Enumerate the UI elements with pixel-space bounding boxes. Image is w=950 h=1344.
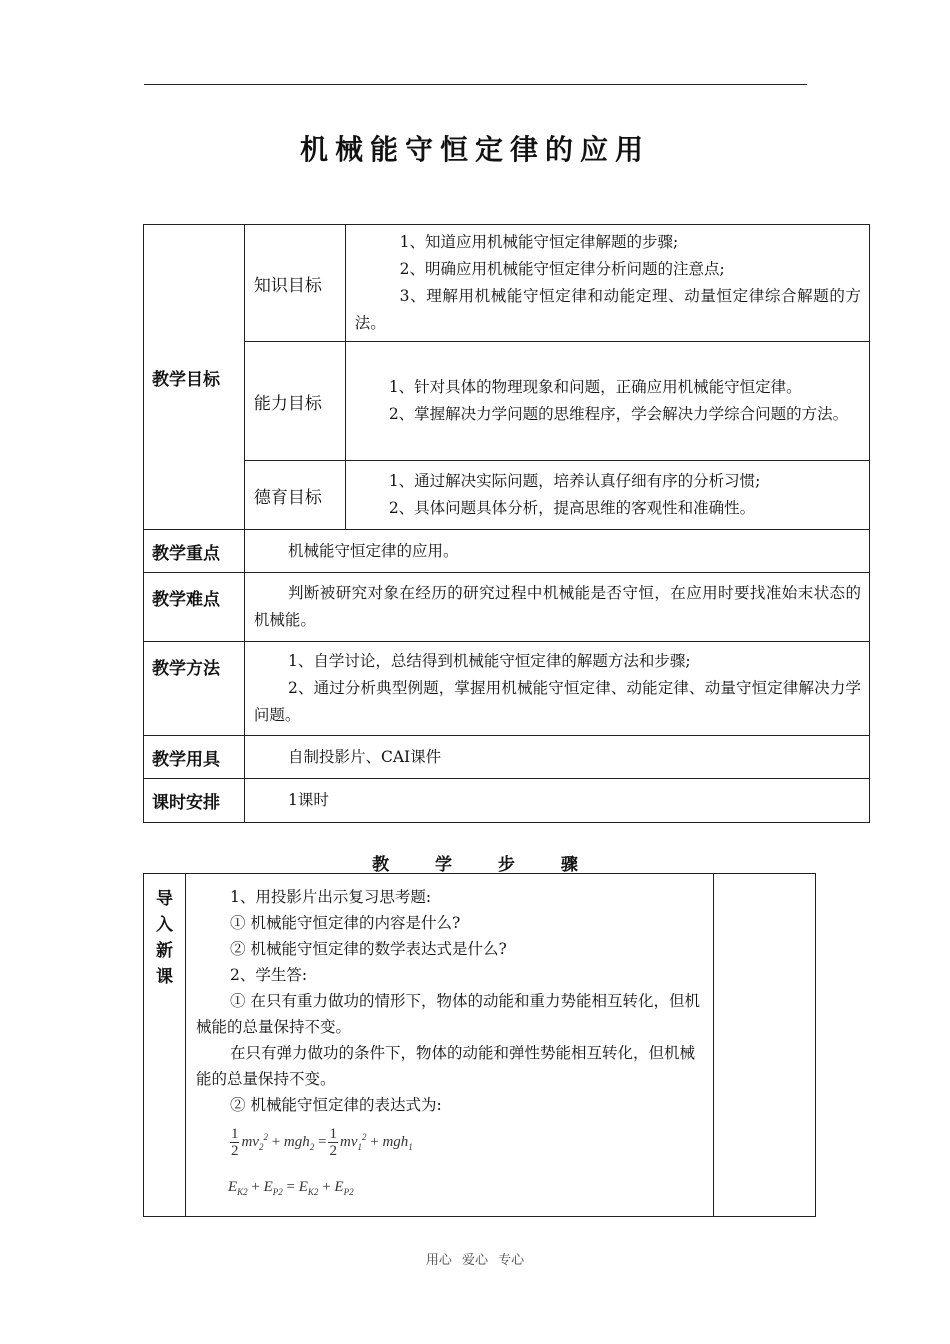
- moral-label: 德育目标: [244, 461, 345, 530]
- key-point-label: 教学重点: [144, 530, 245, 573]
- teaching-steps-table: [143, 873, 816, 1217]
- ability-label: 能力目标: [244, 342, 345, 461]
- ability-content: [345, 342, 869, 461]
- key-point-text: 机械能守恒定律的应用。: [287, 541, 459, 560]
- difficulty-label: 教学难点: [144, 573, 245, 642]
- moral-line-2: 2、具体问题具体分析，提高思维的客观性和准确性。: [388, 499, 756, 517]
- method-label: 教学方法: [144, 642, 245, 736]
- method-line-1: 1、自学讨论，总结得到机械能守恒定律的解题方法和步骤;: [287, 652, 691, 670]
- difficulty-text: 判断被研究对象在经历的研究过程中机械能是否守恒，在应用时要找准始末状态的机械能。: [253, 584, 861, 629]
- intro-content: [185, 874, 713, 1217]
- knowledge-line-2: 2、明确应用机械能守恒定律分析问题的注意点;: [399, 260, 725, 278]
- tools-text: 自制投影片、CAI课件: [287, 747, 442, 766]
- tools-label: 教学用具: [144, 736, 245, 779]
- intro-line-6: 在只有弹力做功的条件下，物体的动能和弹性势能相互转化，但机械能的总量保持不变。: [195, 1044, 696, 1088]
- intro-line-3: ② 机械能守恒定律的数学表达式是什么?: [230, 940, 507, 958]
- knowledge-content: [345, 225, 869, 342]
- page-title: 机械能守恒定律的应用: [299, 133, 650, 166]
- ability-line-1: 1、针对具体的物理现象和问题，正确应用机械能守恒定律。: [388, 378, 802, 396]
- knowledge-line-1: 1、知道应用机械能守恒定律解题的步骤;: [399, 233, 679, 251]
- schedule-label: 课时安排: [144, 779, 245, 823]
- header-rule: [144, 84, 807, 85]
- method-line-2: 2、通过分析典型例题，掌握用机械能守恒定律、动能定律、动量守恒定律解决力学问题。: [253, 679, 861, 724]
- energy-formula-1: $\frac{1}{2}$ $mv_2^2 + mgh_2$ = $\frac{1}{2}$ $mv_1^2 + mgh_1$: [230, 1126, 413, 1160]
- moral-content: [345, 461, 869, 530]
- intro-line-2: ① 机械能守恒定律的内容是什么?: [230, 914, 461, 932]
- steps-heading: 教 学 步 骤: [372, 855, 578, 875]
- intro-line-5: ① 在只有重力做功的情形下，物体的动能和重力势能相互转化，但机械能的总量保持不变。: [195, 992, 700, 1036]
- knowledge-label: 知识目标: [244, 225, 345, 342]
- lesson-plan-table: [143, 224, 870, 823]
- ability-line-2: 2、掌握解决力学问题的思维程序，学会解决力学综合问题的方法。: [388, 405, 849, 423]
- schedule-text: 1课时: [287, 791, 329, 809]
- knowledge-line-3: 3、理解用机械能守恒定律和动能定理、动量恒定律综合解题的方法。: [354, 287, 861, 332]
- intro-line-1: 1、用投影片出示复习思考题:: [230, 888, 432, 906]
- moral-line-1: 1、通过解决实际问题，培养认真仔细有序的分析习惯;: [388, 472, 761, 490]
- intro-line-4: 2、学生答:: [230, 966, 308, 984]
- intro-label: 导 入 新 课: [144, 874, 186, 1217]
- objectives-label: 教学目标: [144, 225, 245, 530]
- energy-formula-2: $E_{K2} + E_{P2} = E_{K2} + E_{P2}$: [227, 1179, 354, 1197]
- page-footer: 用心 爱心 专心: [425, 1253, 525, 1268]
- intro-notes-cell: [714, 874, 816, 1217]
- intro-line-7: ② 机械能守恒定律的表达式为:: [230, 1096, 442, 1114]
